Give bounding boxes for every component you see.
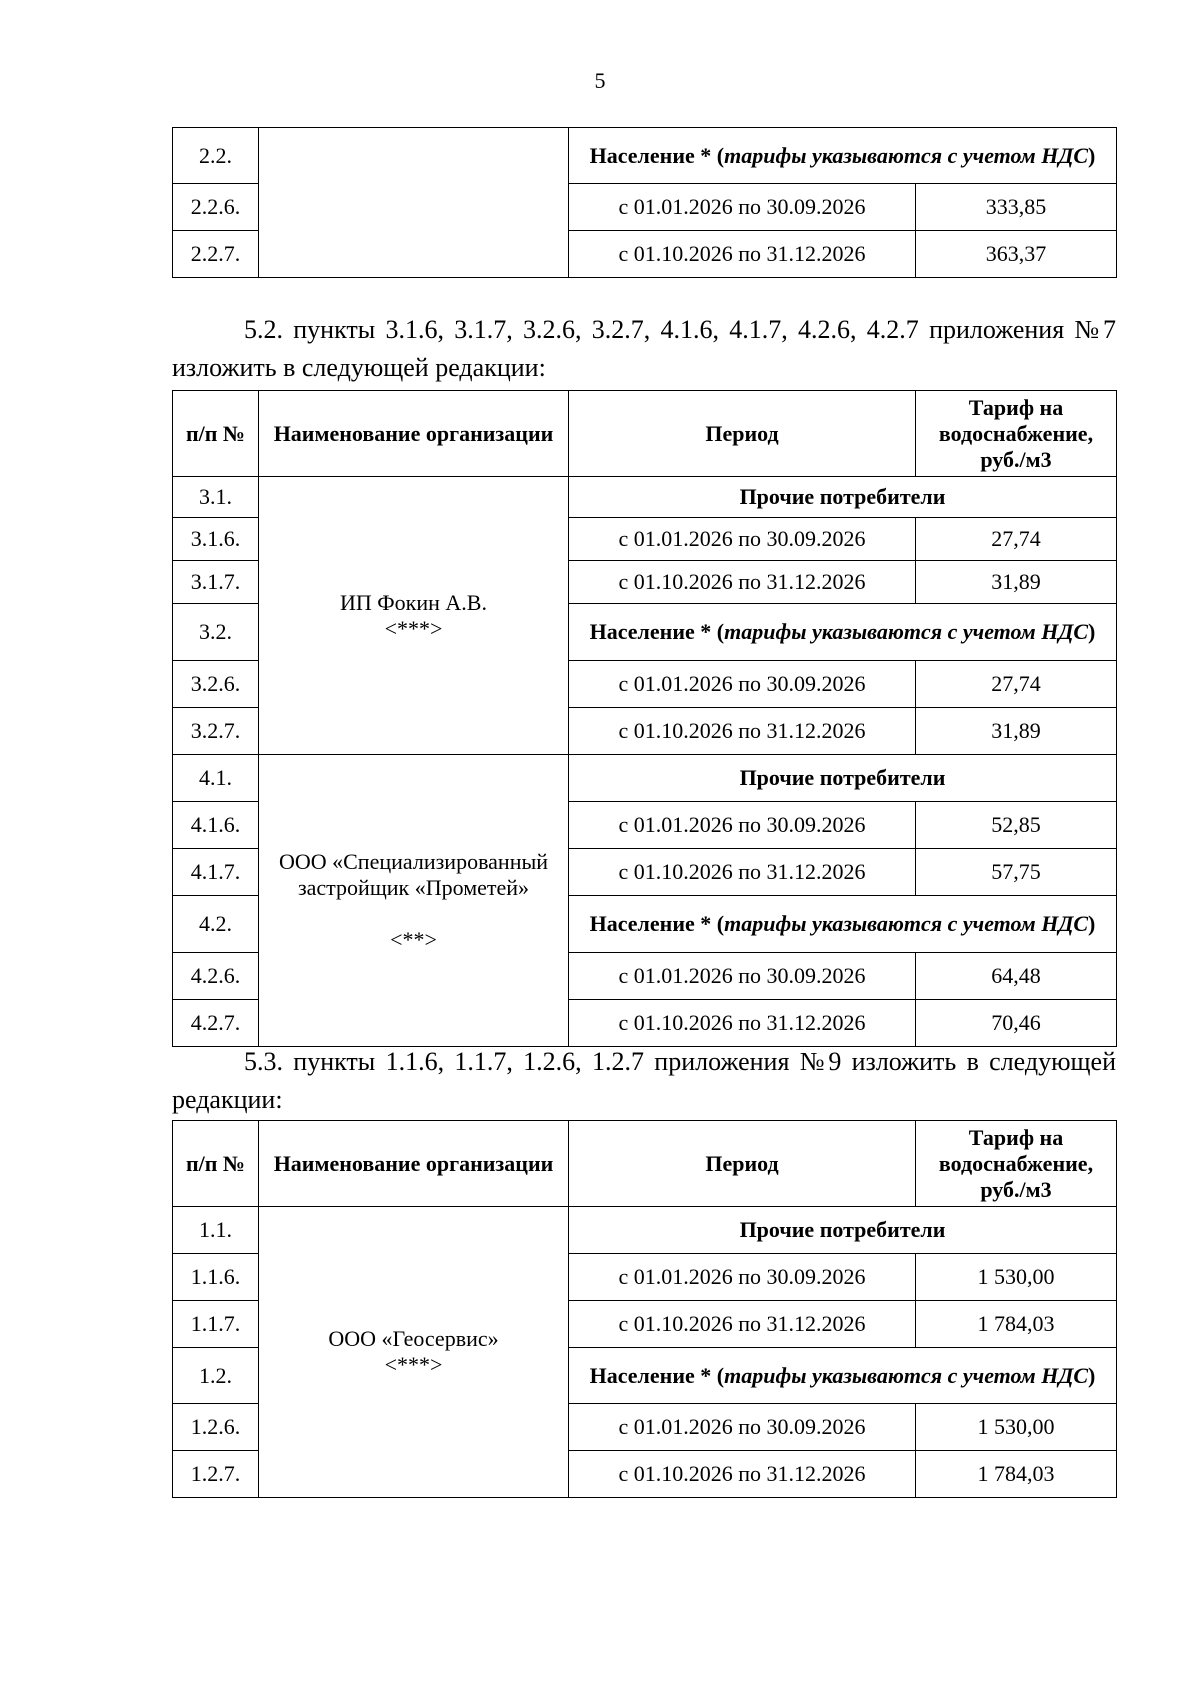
category-population: Население * (тарифы указываются с учетом НДС) — [569, 128, 1117, 184]
header-num: п/п № — [173, 391, 259, 477]
tariff-table-1 — [172, 127, 1117, 278]
header-tariff: Тариф на водоснабжение, руб./м3 — [916, 1121, 1117, 1207]
tariff-value: 1 530,00 — [916, 1254, 1117, 1301]
row-number: 2.2.7. — [173, 231, 259, 278]
period-cell: с 01.01.2026 по 30.09.2026 — [569, 1254, 916, 1301]
org-name: ИП Фокин А.В. — [340, 589, 487, 615]
tariff-value: 31,89 — [916, 708, 1117, 755]
row-number: 4.1. — [173, 755, 259, 802]
org-cell-fokin — [259, 477, 569, 755]
row-number: 4.2. — [173, 896, 259, 953]
row-number: 4.1.6. — [173, 802, 259, 849]
period-cell: с 01.10.2026 по 31.12.2026 — [569, 1000, 916, 1047]
row-number: 1.2. — [173, 1348, 259, 1404]
row-number: 3.1. — [173, 477, 259, 518]
category-other: Прочие потребители — [569, 1207, 1117, 1254]
period-cell: с 01.10.2026 по 31.12.2026 — [569, 561, 916, 604]
paragraph-5-3: 5.3. пункты 1.1.6, 1.1.7, 1.2.6, 1.2.7 приложения №9 изложить в следующей редакции: — [172, 1047, 1116, 1114]
header-period: Период — [569, 1121, 916, 1207]
period-cell: с 01.01.2026 по 30.09.2026 — [569, 661, 916, 708]
period-cell: с 01.10.2026 по 31.12.2026 — [569, 849, 916, 896]
period-cell: с 01.10.2026 по 31.12.2026 — [569, 231, 916, 278]
org-cell-geoservis — [259, 1207, 569, 1498]
tariff-value: 1 784,03 — [916, 1301, 1117, 1348]
tariff-value: 1 530,00 — [916, 1404, 1117, 1451]
header-num: п/п № — [173, 1121, 259, 1207]
category-other: Прочие потребители — [569, 755, 1117, 802]
row-number: 4.2.6. — [173, 953, 259, 1000]
period-cell: с 01.01.2026 по 30.09.2026 — [569, 953, 916, 1000]
period-cell: с 01.10.2026 по 31.12.2026 — [569, 1451, 916, 1498]
row-number: 3.1.7. — [173, 561, 259, 604]
period-cell: с 01.01.2026 по 30.09.2026 — [569, 1404, 916, 1451]
header-period: Период — [569, 391, 916, 477]
tariff-value: 64,48 — [916, 953, 1117, 1000]
row-number: 2.2.6. — [173, 184, 259, 231]
tariff-value: 27,74 — [916, 661, 1117, 708]
tariff-value: 333,85 — [916, 184, 1117, 231]
period-cell: с 01.01.2026 по 30.09.2026 — [569, 802, 916, 849]
org-name: ООО «Специализированный застройщик «Прометей» — [278, 848, 549, 900]
row-number: 4.1.7. — [173, 849, 259, 896]
period-cell: с 01.01.2026 по 30.09.2026 — [569, 518, 916, 561]
category-other: Прочие потребители — [569, 477, 1117, 518]
row-number: 4.2.7. — [173, 1000, 259, 1047]
tariff-value: 31,89 — [916, 561, 1117, 604]
row-number: 1.2.7. — [173, 1451, 259, 1498]
tariff-value: 1 784,03 — [916, 1451, 1117, 1498]
period-cell: с 01.01.2026 по 30.09.2026 — [569, 184, 916, 231]
paragraph-5-2: 5.2. пункты 3.1.6, 3.1.7, 3.2.6, 3.2.7, 4.1.6, 4.1.7, 4.2.6, 4.2.7 приложения №7 изложить в следующей редакции: — [172, 315, 1116, 382]
org-name: ООО «Геосервис» — [328, 1326, 499, 1351]
tariff-table-2 — [172, 390, 1117, 1047]
org-note: <***> — [384, 615, 443, 641]
org-cell-empty — [259, 128, 569, 278]
row-number: 3.2. — [173, 604, 259, 661]
row-number: 1.1. — [173, 1207, 259, 1254]
row-number: 2.2. — [173, 128, 259, 184]
category-population: Население * (тарифы указываются с учетом НДС) — [569, 1348, 1117, 1404]
page-number: 5 — [594, 68, 606, 93]
row-number: 3.2.6. — [173, 661, 259, 708]
org-cell-prometey — [259, 755, 569, 1047]
row-number: 1.1.6. — [173, 1254, 259, 1301]
header-org: Наименование организации — [259, 391, 569, 477]
row-number: 1.1.7. — [173, 1301, 259, 1348]
org-note: <***> — [384, 1352, 443, 1377]
category-population: Население * (тарифы указываются с учетом НДС) — [569, 604, 1117, 661]
period-cell: с 01.10.2026 по 31.12.2026 — [569, 1301, 916, 1348]
period-cell: с 01.10.2026 по 31.12.2026 — [569, 708, 916, 755]
org-note: <**> — [390, 926, 437, 952]
row-number: 1.2.6. — [173, 1404, 259, 1451]
category-population: Население * (тарифы указываются с учетом НДС) — [569, 896, 1117, 953]
row-number: 3.1.6. — [173, 518, 259, 561]
header-tariff: Тариф на водоснабжение, руб./м3 — [916, 391, 1117, 477]
row-number: 3.2.7. — [173, 708, 259, 755]
tariff-value: 363,37 — [916, 231, 1117, 278]
tariff-table-3 — [172, 1120, 1117, 1498]
tariff-value: 27,74 — [916, 518, 1117, 561]
header-org: Наименование организации — [259, 1121, 569, 1207]
tariff-value: 52,85 — [916, 802, 1117, 849]
tariff-value: 70,46 — [916, 1000, 1117, 1047]
tariff-value: 57,75 — [916, 849, 1117, 896]
